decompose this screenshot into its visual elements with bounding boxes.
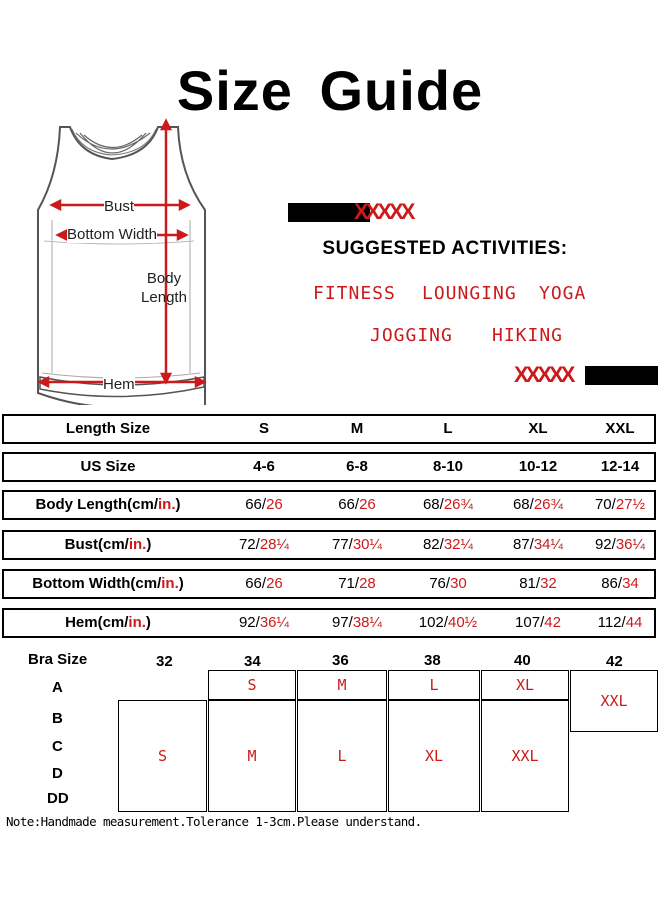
us-size-row	[2, 452, 656, 482]
hem-label: Hem	[103, 376, 135, 393]
measurement-value: 112/44	[597, 614, 643, 631]
measurement-value: 66/26	[338, 496, 376, 513]
measurement-value: 92/36¼	[594, 536, 646, 553]
measurement-value: 97/38¼	[331, 614, 383, 631]
band-40: 40	[514, 652, 531, 669]
size-header-row	[2, 414, 656, 444]
us-size-value: 12-14	[600, 458, 640, 475]
bra-cell-34a: S	[208, 670, 296, 700]
row-label: Bust(cm/in.)	[64, 536, 152, 553]
measurement-value: 82/32¼	[422, 536, 474, 553]
cup-c: C	[52, 738, 63, 755]
row-label: Length Size	[65, 420, 151, 437]
size-xl: XL	[528, 420, 548, 437]
size-m: M	[350, 420, 364, 437]
size-s: S	[258, 420, 269, 437]
measurement-value: 70/27½	[594, 496, 646, 513]
bra-cell-34: M	[208, 700, 296, 812]
band-38: 38	[424, 652, 441, 669]
bra-cell-38: XL	[388, 700, 480, 812]
band-32: 32	[156, 653, 173, 670]
measurement-value: 87/34¼	[512, 536, 564, 553]
row-label: Body Length(cm/in.)	[35, 496, 181, 513]
bra-cell-40: XXL	[481, 700, 569, 812]
page-title: Size Guide	[176, 59, 484, 122]
bra-cell-36: L	[297, 700, 387, 812]
band-42: 42	[606, 653, 623, 670]
cup-b: B	[52, 710, 63, 727]
measurement-value: 86/34	[601, 575, 639, 592]
activity-jogging: JOGGING	[370, 325, 453, 346]
activities-heading: SUGGESTED ACTIVITIES:	[322, 238, 568, 259]
bust-label: Bust	[104, 198, 135, 215]
measurement-value: 66/26	[245, 496, 283, 513]
measurement-value: 81/32	[519, 575, 557, 592]
measurement-value: 107/42	[515, 614, 561, 631]
decor-x-marks-top: XXXXX	[354, 199, 413, 224]
us-size-value: 8-10	[432, 458, 464, 475]
measurement-value: 77/30¼	[331, 536, 383, 553]
bra-cell-32: S	[118, 700, 207, 812]
measurement-row	[2, 530, 656, 560]
row-label: Hem(cm/in.)	[65, 614, 151, 631]
measurement-value: 72/28¼	[238, 536, 290, 553]
band-34: 34	[244, 653, 261, 670]
measurement-row	[2, 490, 656, 520]
us-size-value: 10-12	[518, 458, 558, 475]
activity-hiking: HIKING	[492, 325, 564, 346]
measurement-value: 76/30	[429, 575, 467, 592]
bra-size-label: Bra Size	[28, 651, 88, 668]
bottom-width-label: Bottom Width	[67, 226, 158, 243]
activity-fitness: FITNESS	[313, 283, 396, 304]
measurement-value: 71/28	[338, 575, 376, 592]
activity-lounging: LOUNGING	[422, 283, 517, 304]
size-l: L	[443, 420, 453, 437]
tank-outline	[38, 127, 205, 405]
decor-bar-bottom	[585, 366, 658, 385]
measurement-value: 92/36¼	[238, 614, 290, 631]
cup-a: A	[52, 679, 63, 696]
measurement-value: 102/40½	[418, 614, 478, 631]
bra-cell-38a: L	[388, 670, 480, 700]
tank-top-diagram	[0, 115, 240, 405]
measurement-value: 68/26¾	[512, 496, 564, 513]
bra-cell-42a: XXL	[570, 670, 658, 732]
measurement-value: 66/26	[245, 575, 283, 592]
footnote: Note:Handmade measurement.Tolerance 1-3cm.Please understand.	[6, 814, 422, 829]
activity-yoga: YOGA	[539, 283, 587, 304]
cup-dd: DD	[47, 790, 69, 807]
body-length-label: Body Length	[141, 270, 187, 306]
measurement-value: 68/26¾	[422, 496, 474, 513]
cup-d: D	[52, 765, 63, 782]
us-size-value: 6-8	[346, 458, 368, 475]
row-label: US Size	[80, 458, 136, 475]
measurement-row	[2, 569, 656, 599]
bra-cell-36a: M	[297, 670, 387, 700]
size-xxl: XXL	[605, 420, 635, 437]
row-label: Bottom Width(cm/in.)	[32, 575, 184, 592]
bra-cell-40a: XL	[481, 670, 569, 700]
measurement-row	[2, 608, 656, 638]
band-36: 36	[332, 652, 349, 669]
decor-x-marks-bottom: XXXXX	[514, 362, 573, 387]
us-size-value: 4-6	[253, 458, 275, 475]
